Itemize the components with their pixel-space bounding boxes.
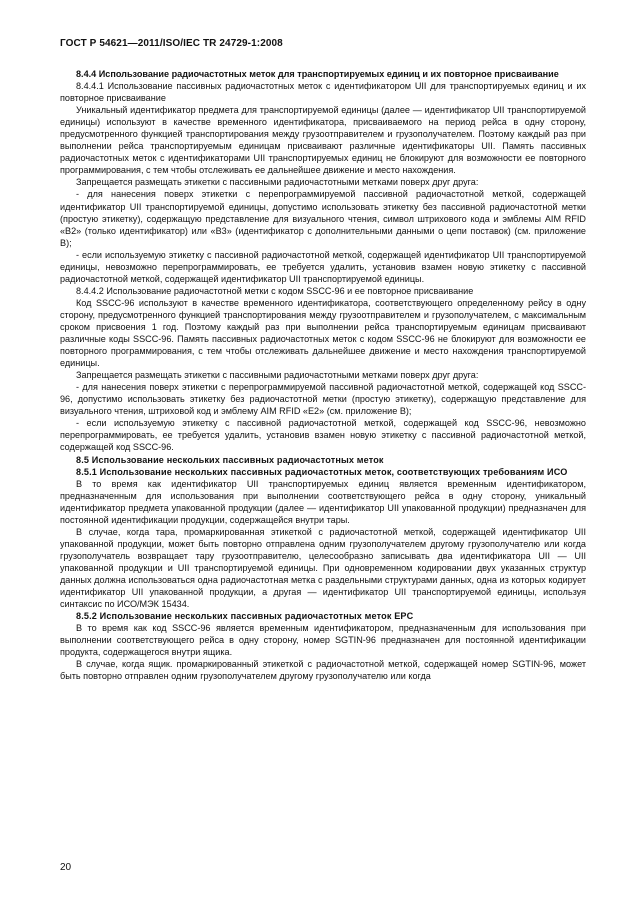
paragraph: В то время как идентификатор UII транспортируемых единиц является временным идентификатором, предназначенным для использования при выполнении соответствующего рейса в одну сторону, уникальный идентификатор предмета упакованной продукции (далее — идентификатор UII упакованной продукции) предназначен для постоянной идентификации продукции, содержащейся внутри тары. — [60, 478, 586, 525]
paragraph: - для нанесения поверх этикетки с перепрограммируемой пассивной радиочастотной меткой, содержащей идентификатор UII транспортируемой единицы, допустимо использовать этикетку без пассивной радиочастотной метки (простую этикетку), содержащую представление для визуального чтения, символ штрихового кода и эмблемы AIM RFID «B2» (только идентификатор) или «B3» (идентификатор с дополнительными данными о цепи поставок) (см. приложение B); — [60, 189, 586, 248]
paragraph: В случае, когда тара, промаркированная этикеткой с радиочастотной меткой, содержащей идентификатор UII упакованной продукции, может быть повторно отправлена одним грузополучателем другому грузополучателю или когда грузополучатель возвращает тару грузоотправителю, целесообразно записывать два идентификатора UII — UII упакованной продукции и UII транспортируемой единицы. При одновременном кодировании двух указанных структур данных должна использоваться одна радиочастотная метка с раздельными структурами данных, одна из которых кодирует идентификатор UII упакованной продукции, а другая — идентификатор UII транспортируемой единицы, используя синтаксис по ИСО/МЭК 15434. — [60, 526, 586, 610]
paragraph: Код SSCC-96 используют в качестве временного идентификатора, соответствующего определенному рейсу в одну сторону, предусмотренного функцией транспортирования между грузоотправителем и грузополучателем, с максимальным сроком присвоения 1 год. Поэтому каждый раз при выполнении рейса транспортируемым единицам присваивают различные коды SSCC-96. Память пассивных радиочастотных меток с кодом SSCC-96 не блокируют для возможности ее повторного программирования, с тем чтобы отслеживать дальнейшее движение и место нахождения транспортируемой единицы. — [60, 297, 586, 369]
section-heading: 8.5.2 Использование нескольких пассивных радиочастотных меток EPC — [76, 611, 414, 622]
paragraph: 8.4.4.1 Использование пассивных радиочастотных меток с идентификатором UII для транспортируемых единиц и их повторное присваивание — [60, 81, 586, 104]
page-number: 20 — [60, 862, 72, 873]
document-body — [60, 68, 586, 682]
section-heading: 8.5.1 Использование нескольких пассивных радиочастотных меток, соответствующих требованиям ИСО — [76, 466, 568, 477]
paragraph: Запрещается размещать этикетки с пассивными радиочастотными метками поверх друг друга: — [76, 177, 479, 188]
paragraph: В то время как код SSCC-96 является временным идентификатором, предназначенным для использования при выполнении соответствующего рейса в одну сторону, номер SGTIN-96 предназначен для постоянной идентификации продукта, содержащегося внутри ящика. — [60, 623, 586, 658]
section-heading: 8.5 Использование нескольких пассивных радиочастотных меток — [76, 454, 384, 465]
paragraph: Запрещается размещать этикетки с пассивными радиочастотными метками поверх друг друга: — [76, 370, 479, 381]
document-header: ГОСТ Р 54621—2011/ISO/IEC TR 24729-1:2008 — [60, 38, 283, 49]
paragraph: 8.4.4.2 Использование радиочастотной метки с кодом SSCC-96 и ее повторное присваивание — [76, 285, 474, 296]
paragraph: - для нанесения поверх этикетки с перепрограммируемой пассивной радиочастотной меткой, содержащей код SSCC-96, допустимо использовать этикетку без радиочастотной метки (простую этикетку), содержащую представление для визуального чтения, штриховой код и эмблему AIM RFID «E2» (см. приложение B); — [60, 382, 586, 417]
paragraph: Уникальный идентификатор предмета для транспортируемой единицы (далее — идентификатор UII транспортируемой единицы) используют в качестве временного идентификатора, присваиваемого на период рейса в одну сторону, предусмотренного функцией транспортирования между грузоотправителем и грузополучателем. Поэтому каждый раз при выполнении рейса транспортируемым единицам присваивают различные идентификаторы UII. Память пассивных радиочастотных меток с идентификаторами UII транспортируемых единиц не блокируют для возможности ее повторного программирования, с тем чтобы отслеживать ее дальнейшее движение и место нахождения. — [60, 105, 586, 176]
paragraph: - если используемую этикетку с пассивной радиочастотной меткой, содержащей идентификатор UII транспортируемой единицы, невозможно перепрограммировать, ее требуется удалить, установив взамен новую этикетку с пассивной радиочастотной меткой, содержащей идентификатор UII транспортируемой единицы. — [60, 249, 586, 284]
paragraph: - если используемую этикетку с пассивной радиочастотной меткой, содержащей код SSCC-96, невозможно перепрограммировать, ее требуется удалить, установив взамен новую этикетку с пассивной радиочастотной меткой, содержащей код SSCC-96. — [60, 418, 586, 453]
section-heading: 8.4.4 Использование радиочастотных меток для транспортируемых единиц и их повторное присваивание — [76, 69, 559, 79]
paragraph: В случае, когда ящик. промаркированный этикеткой с радиочастотной меткой, содержащей номер SGTIN-96, может быть повторно отправлен одним грузополучателем другому грузополучателю или когда — [60, 659, 586, 682]
